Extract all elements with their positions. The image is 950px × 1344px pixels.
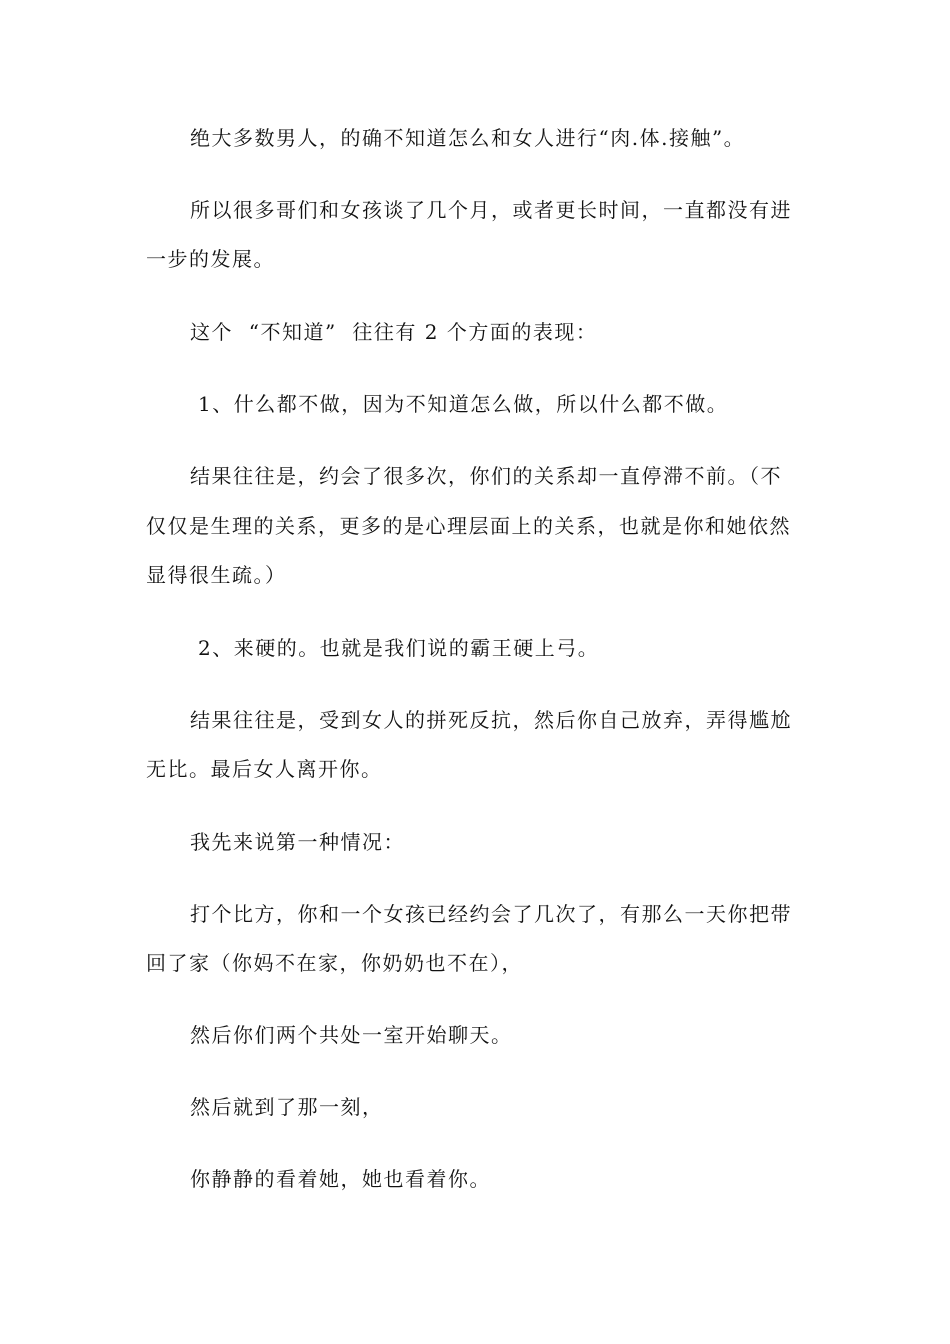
- text-line: 回了家（你妈不在家，你奶奶也不在），: [146, 951, 523, 975]
- text-line: 2、来硬的。也就是我们说的霸王硬上弓。: [198, 636, 600, 660]
- text-line: 一步的发展。: [146, 247, 275, 271]
- text-line: 结果往往是，受到女人的拼死反抗，然后你自己放弃，弄得尴尬: [190, 708, 792, 732]
- text-line: 这个 “不知道” 往往有 2 个方面的表现：: [190, 320, 598, 344]
- text-line: 我先来说第一种情况：: [190, 830, 405, 854]
- text-line: 然后就到了那一刻，: [190, 1095, 384, 1119]
- text-line: 打个比方，你和一个女孩已经约会了几次了，有那么一天你把带: [190, 902, 792, 926]
- text-line: 显得很生疏。）: [146, 563, 287, 587]
- text-line: 结果往往是，约会了很多次，你们的关系却一直停滞不前。（不: [190, 464, 782, 488]
- text-line: 你静静的看着她，她也看着你。: [190, 1167, 491, 1191]
- text-line: 所以很多哥们和女孩谈了几个月，或者更长时间，一直都没有进: [190, 198, 792, 222]
- text-line: 无比。最后女人离开你。: [146, 757, 383, 781]
- text-line: 1、什么都不做，因为不知道怎么做，所以什么都不做。: [198, 392, 729, 416]
- text-line: 仅仅是生理的关系，更多的是心理层面上的关系，也就是你和她依然: [146, 514, 791, 538]
- text-line: 然后你们两个共处一室开始聊天。: [190, 1023, 513, 1047]
- text-line: 绝大多数男人，的确不知道怎么和女人进行“肉.体.接触”。: [190, 126, 746, 150]
